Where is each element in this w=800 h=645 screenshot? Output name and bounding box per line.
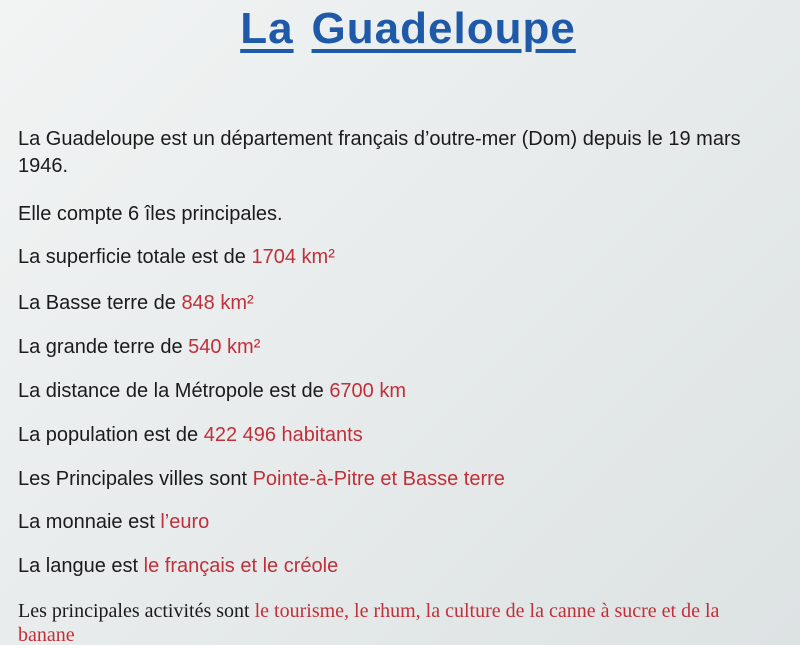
langue-line	[18, 555, 338, 578]
page-title	[8, 4, 800, 54]
monnaie-value: l’euro	[160, 511, 210, 533]
monnaie-line	[18, 511, 209, 534]
superficie-value: 1704 km²	[251, 246, 335, 268]
activites-line-1	[18, 600, 719, 623]
activites-label: Les principales activités sont	[18, 600, 255, 622]
population-value: 422 496 habitants	[203, 424, 363, 446]
distance-value: 6700 km	[329, 380, 407, 402]
iles-line: Elle compte 6 îles principales.	[18, 203, 283, 225]
basse-terre-label: La Basse terre de	[18, 292, 182, 314]
langue-label: La langue est	[18, 555, 144, 577]
activites-value-1: le tourisme, le rhum, la culture de la canne à sucre et de la	[254, 600, 720, 622]
basse-terre-value: 848 km²	[181, 292, 254, 314]
basse-terre-line	[18, 292, 254, 315]
villes-line	[18, 468, 505, 491]
distance-label: La distance de la Métropole est de	[18, 380, 330, 402]
grande-terre-line	[18, 336, 260, 359]
superficie-line	[18, 246, 335, 269]
villes-value: Pointe-à-Pitre et Basse terre	[252, 468, 505, 490]
grande-terre-value: 540 km²	[188, 336, 261, 358]
activites-line-2: banane	[18, 624, 75, 645]
title-word-la: La	[240, 4, 294, 53]
population-label: La population est de	[18, 424, 204, 446]
villes-label: Les Principales villes sont	[18, 468, 253, 490]
superficie-label: La superficie totale est de	[18, 246, 252, 268]
intro-line-1: La Guadeloupe est un département français d’outre-mer (Dom) depuis le 19 mars	[18, 128, 741, 150]
langue-value: le français et le créole	[143, 555, 339, 577]
population-line	[18, 424, 363, 447]
intro-line-2: 1946.	[18, 155, 69, 177]
title-word-guadeloupe: Guadeloupe	[311, 4, 576, 53]
grande-terre-label: La grande terre de	[18, 336, 189, 358]
distance-line	[18, 380, 406, 403]
monnaie-label: La monnaie est	[18, 511, 161, 533]
